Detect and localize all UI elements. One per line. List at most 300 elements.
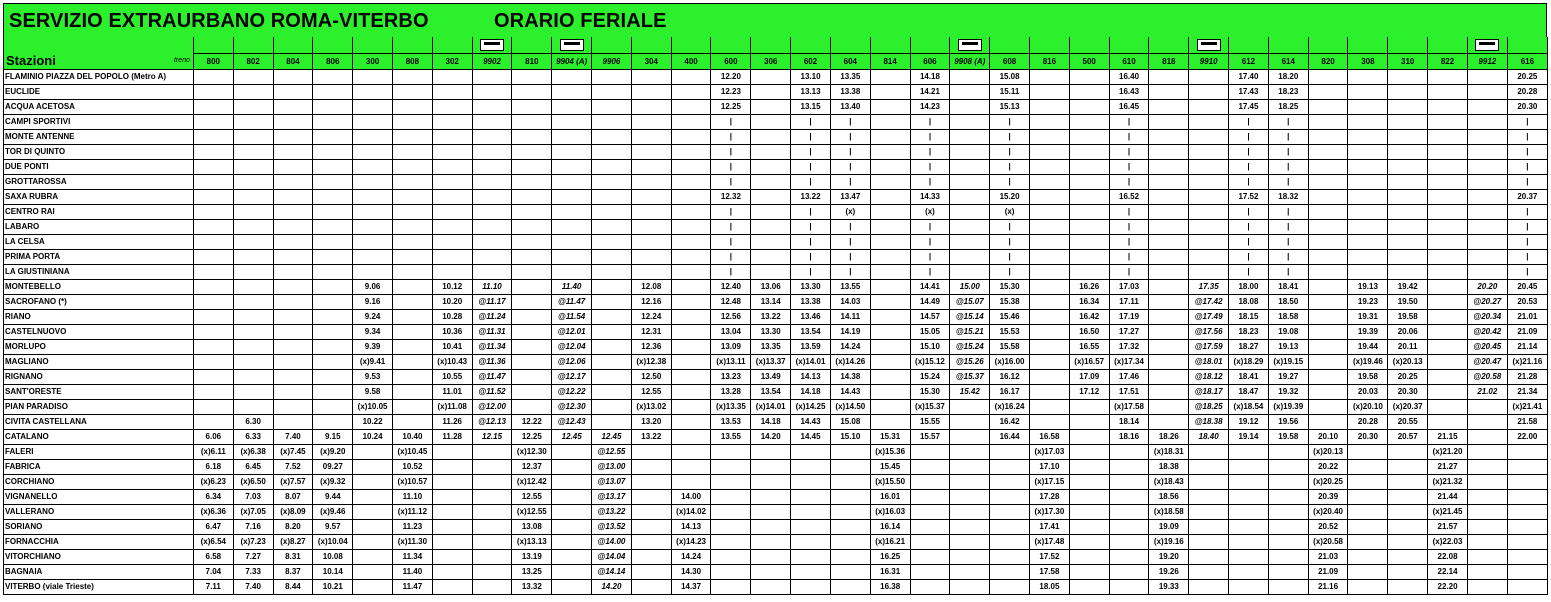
time-cell — [751, 520, 791, 535]
time-cell — [751, 460, 791, 475]
time-cell — [1109, 505, 1149, 520]
time-cell — [233, 205, 273, 220]
time-cell — [392, 70, 432, 85]
time-cell — [1308, 280, 1348, 295]
table-row — [4, 520, 1548, 535]
time-cell: 7.40 — [233, 580, 273, 595]
time-cell: 17.28 — [1029, 490, 1069, 505]
bus-icon-cell — [592, 37, 632, 54]
time-cell — [472, 265, 512, 280]
time-cell: 11.28 — [432, 430, 472, 445]
time-cell — [910, 445, 950, 460]
time-cell — [1069, 235, 1109, 250]
time-cell — [1348, 505, 1388, 520]
time-cell — [910, 535, 950, 550]
time-cell — [1189, 85, 1229, 100]
bus-icon-cell — [1149, 37, 1189, 54]
time-cell: 20.20 — [1467, 280, 1507, 295]
time-cell: | — [791, 265, 831, 280]
time-cell — [432, 205, 472, 220]
time-cell: @20.27 — [1467, 295, 1507, 310]
time-cell — [1229, 475, 1269, 490]
time-cell: 14.49 — [910, 295, 950, 310]
time-cell — [193, 415, 233, 430]
time-cell — [592, 85, 632, 100]
time-cell — [1388, 565, 1428, 580]
time-cell — [1467, 475, 1507, 490]
time-cell — [830, 550, 870, 565]
time-cell — [353, 460, 393, 475]
time-cell — [870, 400, 910, 415]
time-cell: 09.27 — [313, 460, 353, 475]
time-cell — [870, 355, 910, 370]
time-cell — [512, 400, 552, 415]
time-cell — [631, 205, 671, 220]
time-cell: | — [711, 130, 751, 145]
time-cell — [1388, 445, 1428, 460]
time-cell — [1268, 535, 1308, 550]
time-cell: 17.40 — [1229, 70, 1269, 85]
time-cell — [472, 70, 512, 85]
time-cell — [1229, 490, 1269, 505]
time-cell — [353, 235, 393, 250]
time-cell — [1069, 220, 1109, 235]
time-cell: | — [1507, 160, 1547, 175]
time-cell — [1109, 475, 1149, 490]
time-cell — [273, 160, 313, 175]
time-cell — [1467, 175, 1507, 190]
time-cell: 12.32 — [711, 190, 751, 205]
time-cell: | — [1109, 115, 1149, 130]
time-cell — [313, 310, 353, 325]
time-cell — [751, 490, 791, 505]
time-cell: 17.09 — [1069, 370, 1109, 385]
time-cell — [631, 520, 671, 535]
time-cell — [273, 130, 313, 145]
time-cell — [1268, 550, 1308, 565]
train-number: 604 — [830, 54, 870, 70]
time-cell — [1308, 175, 1348, 190]
time-cell — [671, 475, 711, 490]
time-cell — [990, 460, 1030, 475]
time-cell: (x)17.34 — [1109, 355, 1149, 370]
time-cell — [1069, 250, 1109, 265]
time-cell — [472, 550, 512, 565]
time-cell: 21.09 — [1308, 565, 1348, 580]
time-cell — [1189, 235, 1229, 250]
time-cell — [313, 370, 353, 385]
time-cell: 18.15 — [1229, 310, 1269, 325]
time-cell — [950, 475, 990, 490]
time-cell: 16.55 — [1069, 340, 1109, 355]
time-cell — [671, 280, 711, 295]
station-name: DUE PONTI — [4, 160, 194, 175]
time-cell: | — [910, 235, 950, 250]
table-row — [4, 160, 1548, 175]
time-cell: | — [830, 265, 870, 280]
time-cell — [392, 175, 432, 190]
bus-icon-cell — [273, 37, 313, 54]
table-row — [4, 115, 1548, 130]
time-cell — [233, 370, 273, 385]
time-cell: | — [1109, 175, 1149, 190]
bus-icon-cell — [631, 37, 671, 54]
time-cell: 16.34 — [1069, 295, 1109, 310]
time-cell — [512, 355, 552, 370]
time-cell: 10.08 — [313, 550, 353, 565]
time-cell — [1348, 145, 1388, 160]
time-cell — [671, 70, 711, 85]
time-cell: (x)17.03 — [1029, 445, 1069, 460]
time-cell — [631, 445, 671, 460]
time-cell — [1507, 580, 1547, 595]
time-cell — [592, 310, 632, 325]
time-cell: (x)21.20 — [1428, 445, 1468, 460]
bus-icon-cell — [1308, 37, 1348, 54]
time-cell — [1388, 85, 1428, 100]
time-cell: 10.52 — [392, 460, 432, 475]
time-cell — [671, 130, 711, 145]
table-row — [4, 385, 1548, 400]
time-cell — [1467, 85, 1507, 100]
time-cell — [432, 565, 472, 580]
time-cell: @12.04 — [552, 340, 592, 355]
time-cell — [631, 175, 671, 190]
bus-icon-cell — [432, 37, 472, 54]
time-cell: | — [711, 220, 751, 235]
time-cell: 20.55 — [1388, 415, 1428, 430]
time-cell — [1428, 415, 1468, 430]
time-cell: @20.34 — [1467, 310, 1507, 325]
time-cell: @15.26 — [950, 355, 990, 370]
time-cell: 19.50 — [1388, 295, 1428, 310]
station-name: LA CELSA — [4, 235, 194, 250]
time-cell — [432, 85, 472, 100]
time-cell: | — [1229, 115, 1269, 130]
time-cell: 12.24 — [631, 310, 671, 325]
time-cell — [751, 70, 791, 85]
time-cell — [353, 535, 393, 550]
time-cell: | — [1507, 205, 1547, 220]
time-cell: 12.37 — [512, 460, 552, 475]
time-cell — [990, 505, 1030, 520]
bus-icon — [1475, 39, 1499, 51]
time-cell: 16.50 — [1069, 325, 1109, 340]
time-cell — [671, 115, 711, 130]
time-cell: 18.58 — [1268, 310, 1308, 325]
time-cell: | — [1229, 160, 1269, 175]
time-cell — [1388, 460, 1428, 475]
time-cell — [392, 220, 432, 235]
time-cell — [193, 100, 233, 115]
time-cell: (x)11.08 — [432, 400, 472, 415]
time-cell — [990, 535, 1030, 550]
train-number: 308 — [1348, 54, 1388, 70]
time-cell — [432, 535, 472, 550]
time-cell — [1149, 385, 1189, 400]
time-cell — [472, 160, 512, 175]
time-cell: | — [1268, 115, 1308, 130]
time-cell: 10.21 — [313, 580, 353, 595]
time-cell — [512, 145, 552, 160]
time-cell — [950, 250, 990, 265]
time-cell — [671, 325, 711, 340]
time-cell — [273, 190, 313, 205]
station-name: CAMPI SPORTIVI — [4, 115, 194, 130]
station-name: MORLUPO — [4, 340, 194, 355]
time-cell: 18.25 — [1268, 100, 1308, 115]
time-cell — [1029, 190, 1069, 205]
time-cell: | — [1109, 220, 1149, 235]
bus-icon-cell — [313, 37, 353, 54]
time-cell: 21.44 — [1428, 490, 1468, 505]
time-cell: 13.22 — [631, 430, 671, 445]
time-cell — [1428, 280, 1468, 295]
time-cell: 9.16 — [353, 295, 393, 310]
table-row — [4, 550, 1548, 565]
time-cell: 14.45 — [791, 430, 831, 445]
time-cell — [1467, 100, 1507, 115]
time-cell — [1189, 190, 1229, 205]
time-cell: 16.31 — [870, 565, 910, 580]
bus-icon-cell — [233, 37, 273, 54]
time-cell — [392, 250, 432, 265]
time-cell: 12.22 — [512, 415, 552, 430]
time-cell — [233, 340, 273, 355]
time-cell — [870, 325, 910, 340]
time-cell: 14.21 — [910, 85, 950, 100]
table-row — [4, 475, 1548, 490]
time-cell: @14.14 — [592, 565, 632, 580]
time-cell — [273, 220, 313, 235]
time-cell — [1388, 115, 1428, 130]
time-cell — [870, 295, 910, 310]
time-cell — [313, 115, 353, 130]
time-cell — [1467, 580, 1507, 595]
time-cell — [1308, 340, 1348, 355]
time-cell — [552, 235, 592, 250]
time-cell — [273, 175, 313, 190]
time-cell: 15.57 — [910, 430, 950, 445]
time-cell — [1189, 445, 1229, 460]
time-cell: | — [1229, 175, 1269, 190]
time-cell — [472, 205, 512, 220]
time-cell: 14.33 — [910, 190, 950, 205]
time-cell — [1348, 190, 1388, 205]
time-cell — [711, 490, 751, 505]
time-cell — [1069, 130, 1109, 145]
time-cell: 6.18 — [193, 460, 233, 475]
time-cell: 21.57 — [1428, 520, 1468, 535]
time-cell: 13.47 — [830, 190, 870, 205]
time-cell — [1467, 445, 1507, 460]
time-cell: | — [791, 130, 831, 145]
time-cell — [193, 115, 233, 130]
time-cell — [592, 130, 632, 145]
time-cell — [1149, 160, 1189, 175]
time-cell — [1069, 85, 1109, 100]
time-cell: 13.55 — [711, 430, 751, 445]
time-cell: (x)16.57 — [1069, 355, 1109, 370]
title-banner — [3, 3, 1547, 37]
stazioni-header — [4, 37, 194, 70]
time-cell: 6.58 — [193, 550, 233, 565]
time-cell — [1428, 100, 1468, 115]
time-cell — [313, 145, 353, 160]
time-cell — [1308, 205, 1348, 220]
time-cell — [512, 280, 552, 295]
time-cell: | — [1109, 250, 1149, 265]
time-cell: 13.38 — [791, 295, 831, 310]
time-cell: (x)18.31 — [1149, 445, 1189, 460]
time-cell: 20.57 — [1388, 430, 1428, 445]
time-cell — [233, 70, 273, 85]
time-cell — [711, 535, 751, 550]
time-cell — [711, 520, 751, 535]
time-cell — [1029, 235, 1069, 250]
time-cell — [273, 370, 313, 385]
time-cell: 13.25 — [512, 565, 552, 580]
time-cell — [193, 355, 233, 370]
time-cell: 14.13 — [791, 370, 831, 385]
time-cell — [1149, 370, 1189, 385]
time-cell: 17.11 — [1109, 295, 1149, 310]
time-cell — [1348, 70, 1388, 85]
time-cell — [392, 100, 432, 115]
time-cell: 15.31 — [870, 430, 910, 445]
time-cell — [1308, 145, 1348, 160]
time-cell: (x)9.32 — [313, 475, 353, 490]
time-cell — [950, 190, 990, 205]
time-cell — [791, 580, 831, 595]
station-name: SORIANO — [4, 520, 194, 535]
train-number: 300 — [353, 54, 393, 70]
time-cell — [273, 205, 313, 220]
time-cell — [1029, 355, 1069, 370]
time-cell: 14.18 — [910, 70, 950, 85]
time-cell: 10.55 — [432, 370, 472, 385]
time-cell — [1149, 325, 1189, 340]
time-cell — [392, 295, 432, 310]
time-cell — [313, 85, 353, 100]
time-cell: 12.16 — [631, 295, 671, 310]
time-cell: (x)18.29 — [1229, 355, 1269, 370]
time-cell — [432, 490, 472, 505]
time-cell — [313, 325, 353, 340]
time-cell — [1507, 520, 1547, 535]
time-cell: (x)13.11 — [711, 355, 751, 370]
time-cell — [1069, 100, 1109, 115]
bus-icon-row — [4, 37, 1548, 54]
time-cell — [1268, 565, 1308, 580]
time-cell — [353, 160, 393, 175]
time-cell: (x)10.45 — [392, 445, 432, 460]
time-cell — [1308, 160, 1348, 175]
time-cell: 6.47 — [193, 520, 233, 535]
train-number: 602 — [791, 54, 831, 70]
time-cell — [1029, 250, 1069, 265]
time-cell: 15.55 — [910, 415, 950, 430]
time-cell — [950, 265, 990, 280]
time-cell — [432, 160, 472, 175]
time-cell: 13.08 — [512, 520, 552, 535]
time-cell — [1069, 115, 1109, 130]
time-cell: 16.44 — [990, 430, 1030, 445]
time-cell: | — [791, 250, 831, 265]
time-cell: 13.53 — [711, 415, 751, 430]
table-row — [4, 370, 1548, 385]
time-cell — [432, 220, 472, 235]
time-cell — [392, 385, 432, 400]
time-cell: 15.46 — [990, 310, 1030, 325]
time-cell: | — [711, 250, 751, 265]
table-row — [4, 85, 1548, 100]
time-cell: 11.01 — [432, 385, 472, 400]
time-cell — [1189, 250, 1229, 265]
time-cell — [353, 145, 393, 160]
time-cell — [472, 460, 512, 475]
time-cell: 16.45 — [1109, 100, 1149, 115]
time-cell — [950, 460, 990, 475]
time-cell — [1189, 520, 1229, 535]
time-cell: 18.41 — [1268, 280, 1308, 295]
time-cell: 18.38 — [1149, 460, 1189, 475]
time-cell — [592, 355, 632, 370]
time-cell — [1069, 505, 1109, 520]
time-cell — [592, 340, 632, 355]
time-cell: | — [1507, 220, 1547, 235]
time-cell: 14.43 — [830, 385, 870, 400]
train-number: 822 — [1428, 54, 1468, 70]
time-cell: 20.39 — [1308, 490, 1348, 505]
time-cell — [552, 85, 592, 100]
time-cell — [631, 535, 671, 550]
time-cell — [193, 385, 233, 400]
time-cell: (x)18.58 — [1149, 505, 1189, 520]
time-cell — [432, 100, 472, 115]
time-cell — [552, 520, 592, 535]
time-cell — [751, 130, 791, 145]
station-name: FORNACCHIA — [4, 535, 194, 550]
time-cell: 19.33 — [1149, 580, 1189, 595]
time-cell — [1029, 385, 1069, 400]
time-cell: 20.53 — [1507, 295, 1547, 310]
time-cell — [1507, 505, 1547, 520]
time-cell — [751, 190, 791, 205]
time-cell — [1388, 535, 1428, 550]
time-cell: 20.52 — [1308, 520, 1348, 535]
time-cell: (x)9.41 — [353, 355, 393, 370]
time-cell: (x)12.42 — [512, 475, 552, 490]
time-cell — [512, 115, 552, 130]
time-cell: 14.11 — [830, 310, 870, 325]
time-cell — [193, 370, 233, 385]
bus-icon — [560, 39, 584, 51]
time-cell — [1428, 190, 1468, 205]
time-cell: 15.13 — [990, 100, 1030, 115]
time-cell — [1029, 400, 1069, 415]
time-cell — [1229, 535, 1269, 550]
time-cell — [392, 190, 432, 205]
time-cell: | — [830, 130, 870, 145]
time-cell — [1268, 445, 1308, 460]
time-cell: (x)21.41 — [1507, 400, 1547, 415]
time-cell: 6.45 — [233, 460, 273, 475]
time-cell: 18.23 — [1229, 325, 1269, 340]
time-cell: 13.28 — [711, 385, 751, 400]
time-cell: 9.58 — [353, 385, 393, 400]
time-cell — [1308, 235, 1348, 250]
